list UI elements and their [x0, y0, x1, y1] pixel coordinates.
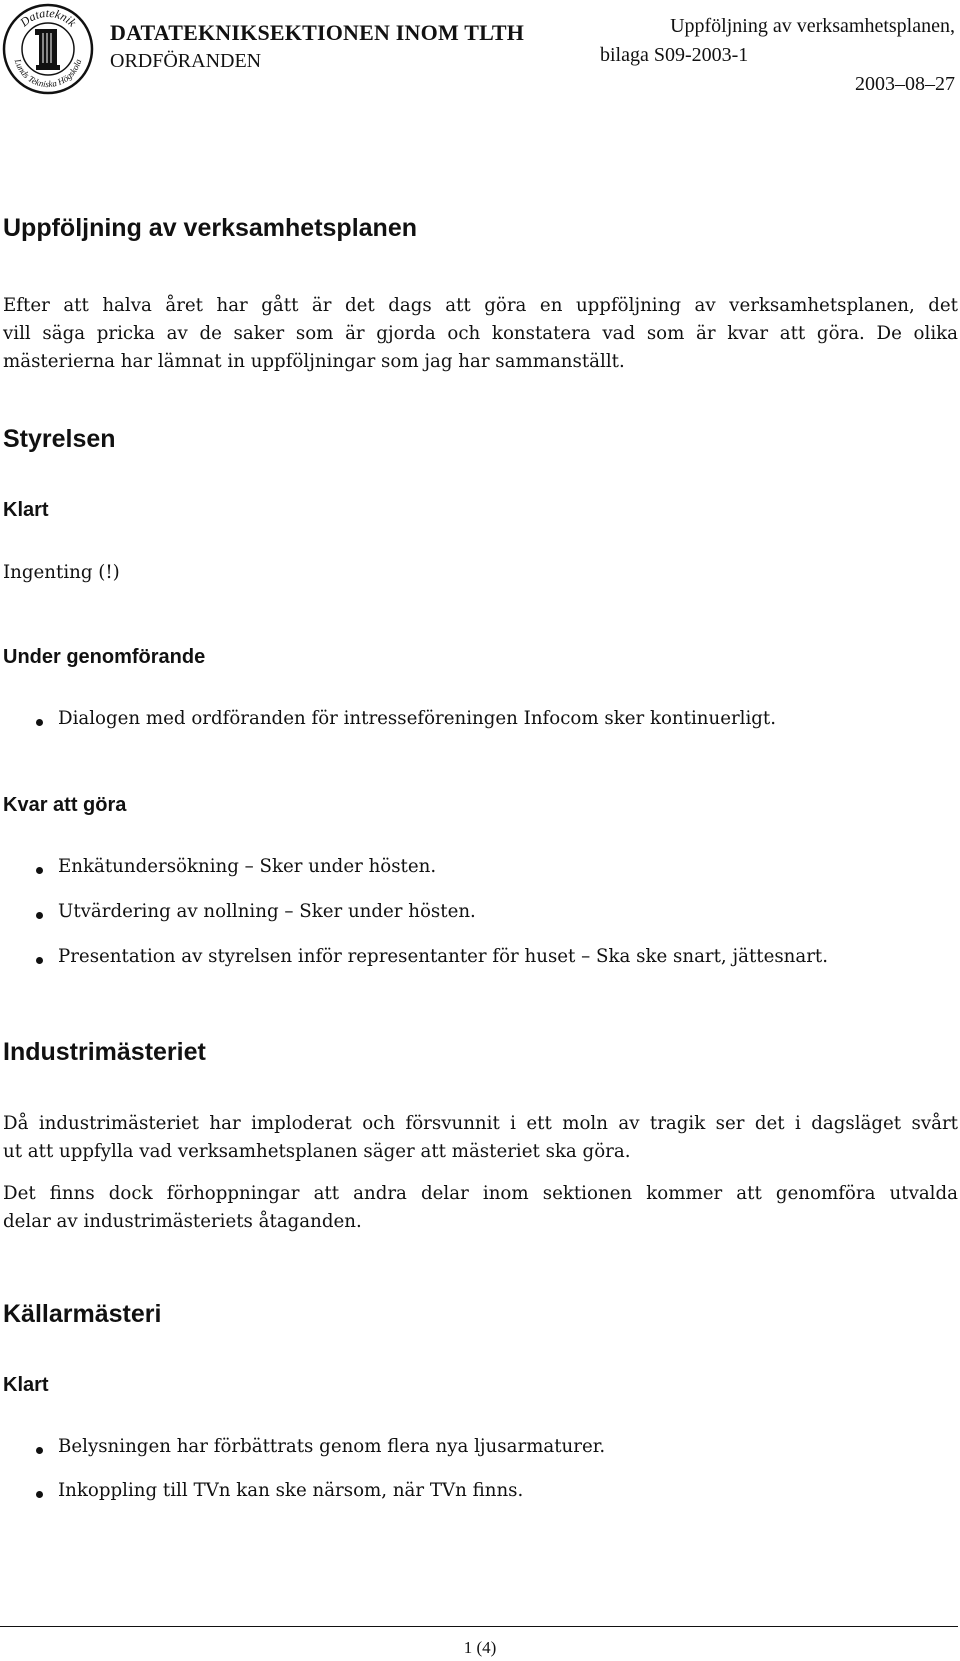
- subheading-klart: Klart: [3, 499, 49, 521]
- subheading-klart: Klart: [3, 1374, 49, 1396]
- page-title: Uppföljning av verksamhetsplanen: [3, 214, 417, 242]
- intro-line: vill säga pricka av de saker som är gjorda och konstatera vad som är kvar att göra. De olika: [3, 323, 958, 344]
- subheading-kvar-att-gora: Kvar att göra: [3, 794, 127, 816]
- list-item: Utvärdering av nollning – Sker under hösten.: [58, 901, 476, 922]
- organization-name: DATATEKNIKSEKTIONEN INOM TLTH: [110, 20, 525, 45]
- list-item: Presentation av styrelsen inför representanter för huset – Ska ske snart, jättesnart.: [58, 946, 829, 967]
- bullet-icon: [36, 1491, 43, 1498]
- page-number: 1 (4): [463, 1638, 497, 1657]
- intro-paragraph: [3, 292, 958, 376]
- industri-paragraph-2: [3, 1180, 958, 1236]
- bullet-icon: [36, 867, 43, 874]
- paragraph-line: ut att uppfylla vad verksamhetsplanen säger att mästeriet ska göra.: [3, 1141, 631, 1162]
- document-reference-id: bilaga S09-2003-1: [600, 44, 749, 66]
- organization-role: ORDFÖRANDEN: [110, 50, 262, 72]
- bullet-icon: [36, 957, 43, 964]
- industri-paragraph-1: [3, 1110, 958, 1166]
- paragraph-line: Det finns dock förhoppningar att andra delar inom sektionen kommer att genomföra utvalda: [3, 1183, 958, 1204]
- paragraph-line: Då industrimästeriet har imploderat och försvunnit i ett moln av tragik ser det i dagsläget svårt: [3, 1113, 958, 1134]
- bullet-icon: [36, 1447, 43, 1454]
- footer-rule: [0, 1626, 958, 1627]
- datateknik-seal-logo: [2, 3, 94, 95]
- intro-line: Efter att halva året har gått är det dags att göra en uppföljning av verksamhetsplanen, det: [3, 295, 958, 316]
- section-heading-industrimasteriet: Industrimästeriet: [3, 1038, 206, 1066]
- subheading-under-genomforande: Under genomförande: [3, 646, 206, 668]
- klart-text: Ingenting (!): [3, 562, 120, 583]
- intro-line: mästerierna har lämnat in uppföljningar som jag har sammanställt.: [3, 351, 625, 372]
- paragraph-line: delar av industrimästeriets åtaganden.: [3, 1211, 362, 1232]
- list-item: Enkätundersökning – Sker under hösten.: [58, 856, 437, 877]
- svg-text:Datateknik: Datateknik: [17, 5, 79, 30]
- bullet-icon: [36, 912, 43, 919]
- document-date: 2003–08–27: [855, 73, 955, 95]
- list-item: Belysningen har förbättrats genom flera nya ljusarmaturer.: [58, 1436, 606, 1457]
- bullet-icon: [36, 719, 43, 726]
- section-heading-kallarmasteri: Källarmästeri: [3, 1300, 162, 1328]
- section-heading-styrelsen: Styrelsen: [3, 425, 116, 453]
- svg-text:Lunds Tekniska Högskola: Lunds Tekniska Högskola: [12, 57, 84, 90]
- list-item: Inkoppling till TVn kan ske närsom, när TVn finns.: [58, 1480, 524, 1501]
- document-reference-title: Uppföljning av verksamhetsplanen,: [670, 15, 955, 37]
- list-item: Dialogen med ordföranden för intresseföreningen Infocom sker kontinuerligt.: [58, 708, 777, 729]
